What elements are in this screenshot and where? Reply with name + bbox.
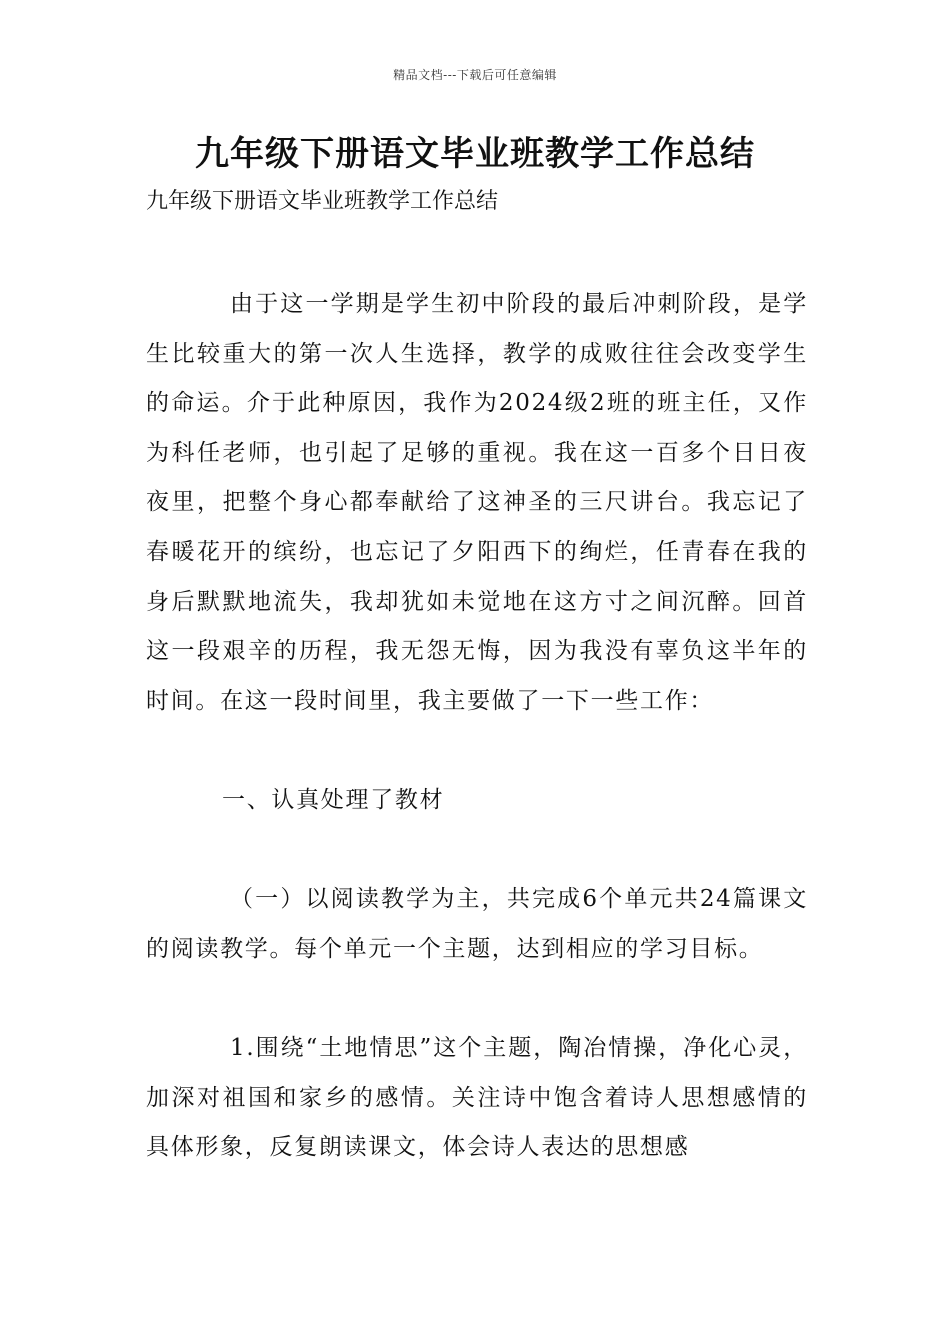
document-body [146,280,808,1173]
list-item-paragraph: 1.围绕“土地情思”这个主题，陶冶情操，净化心灵，加深对祖国和家乡的感情。关注诗中饱含着诗人思想感情的具体形象，反复朗读课文，体会诗人表达的思想感 [146,1034,808,1161]
subsection-paragraph: （一）以阅读教学为主，共完成6个单元共24篇课文的阅读教学。每个单元一个主题，达到相应的学习目标。 [146,886,808,962]
paragraph-gap [146,726,808,776]
document-title: 九年级下册语文毕业班教学工作总结 [195,134,755,174]
intro-paragraph: 由于这一学期是学生初中阶段的最后冲刺阶段，是学生比较重大的第一次人生选择，教学的成败往往会改变学生的命运。介于此种原因，我作为2024级2班的班主任，又作为科任老师，也引起了足够的重视。我在这一百多个日日夜夜里，把整个身心都奉献给了这神圣的三尺讲台。我忘记了春暖花开的缤纷，也忘记了夕阳西下的绚烂，任青春在我的身后默默地流失，我却犹如未觉地在这方寸之间沉醉。回首这一段艰辛的历程，我无怨无悔，因为我没有辜负这半年的时间。在这一段时间里，我主要做了一下一些工作： [146,291,808,714]
paragraph-gap [146,826,808,876]
page-header-note: 精品文档---下载后可任意编辑 [393,68,557,82]
paragraph-gap [146,974,808,1024]
document-subtitle: 九年级下册语文毕业班教学工作总结 [146,189,499,214]
section-heading: 一、认真处理了教材 [222,786,445,813]
